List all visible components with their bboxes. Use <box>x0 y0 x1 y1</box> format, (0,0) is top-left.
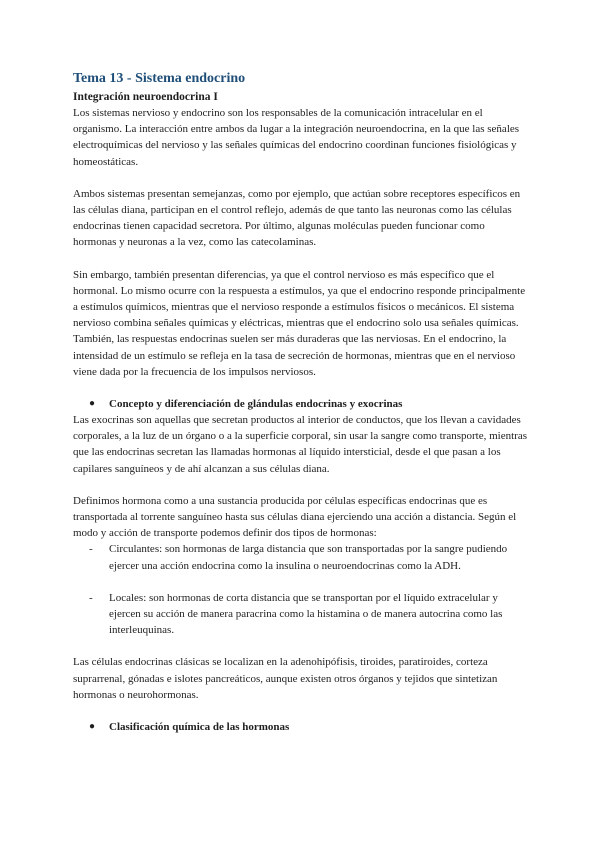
section-subtitle: Integración neuroendocrina I <box>73 91 218 103</box>
hormone-types-list <box>73 541 529 638</box>
bullet-dot-icon: ● <box>89 721 96 733</box>
bullet-heading-glands-text: Concepto y diferenciación de glándulas endocrinas y exocrinas <box>109 398 403 411</box>
dash-mark: - <box>89 543 93 556</box>
paragraph-exocrine: Las exocrinas son aquellas que secretan productos al interior de conductos, que los llevan a cavidades corporales, a la luz de un órgano o a la superficie corporal, sin usar la sangre como transporte, mientras que las endocrinas secretan las llamadas hormonas al líquido intersticial, desde el que pasan a los capilares sanguíneos y de ahí alcanzan a sus células diana. <box>73 414 527 475</box>
list-spacer <box>73 574 529 590</box>
list-item-circulating-text: Circulantes: son hormonas de larga distancia que son transportadas por la sangre pudiendo ejercer una acción endocrina como la insulina o neuroendocrinas como la ADH. <box>109 543 508 572</box>
bullet-dot-icon: ● <box>89 398 96 410</box>
list-item-circulating <box>73 541 529 573</box>
paragraph-intro: Los sistemas nervioso y endocrino son los responsables de la comunicación intracelular en el organismo. La interacción entre ambos da lugar a la integración neuroendocrina, en la que las señales electroquímicas del nervioso y las señales químicas del endocrino coordinan funciones fisiológicas y homeostáticas. <box>73 107 520 168</box>
bullet-heading-glands <box>73 396 529 412</box>
list-item-local <box>73 590 529 639</box>
paragraph-similarities: Ambos sistemas presentan semejanzas, como por ejemplo, que actúan sobre receptores específicos en las células diana, participan en el control reflejo, además de que tanto las neuronas como las células endocrinas tienen capacidad secretora. Por último, algunas moléculas pueden funcionar como hormonas y neuronas a la vez, como las catecolaminas. <box>73 187 521 249</box>
document-title: Tema 13 - Sistema endocrino <box>73 71 246 86</box>
paragraph-endocrine-cells: Las células endocrinas clásicas se localizan en la adenohipófisis, tiroides, paratiroides, corteza suprarrenal, gónadas e islotes pancreáticos, aunque existen otros órganos y tejidos que sintetizan hormonas o neurohormonas. <box>73 656 498 701</box>
dash-mark: - <box>89 591 93 604</box>
document-page <box>73 70 529 735</box>
paragraph-hormone-definition: Definimos hormona como a una sustancia producida por células específicas endocrinas que es transportada al torrente sanguíneo hasta sus células diana ejerciendo una acción a distancia. Según el modo y acción de transporte podemos definir dos tipos de hormonas: <box>73 494 517 540</box>
bullet-heading-classification <box>73 719 529 735</box>
list-item-local-text: Locales: son hormonas de corta distancia que se transportan por el líquido extracelular y ejercen su acción de manera paracrina como la histamina o de manera autocrina como las interleuquinas. <box>109 591 503 637</box>
bullet-heading-classification-text: Clasificación química de las hormonas <box>109 721 290 734</box>
paragraph-differences: Sin embargo, también presentan diferencias, ya que el control nervioso es más específico que el hormonal. Lo mismo ocurre con la respuesta a estímulos, ya que el endocrino responde principalmente a estímulos químicos, mientras que el nervioso responde a estímulos físicos o mecánicos. El sistema nervioso combina señales químicas y eléctricas, mientras que el endocrino solo usa señales químicas. También, las respuestas endocrinas suelen ser más duraderas que las nerviosas. En el endocrino, la intensidad de un estímulo se refleja en la tasa de secreción de hormonas, mientras que en el nervioso viene dada por la frecuencia de los impulsos nerviosos. <box>73 268 526 378</box>
